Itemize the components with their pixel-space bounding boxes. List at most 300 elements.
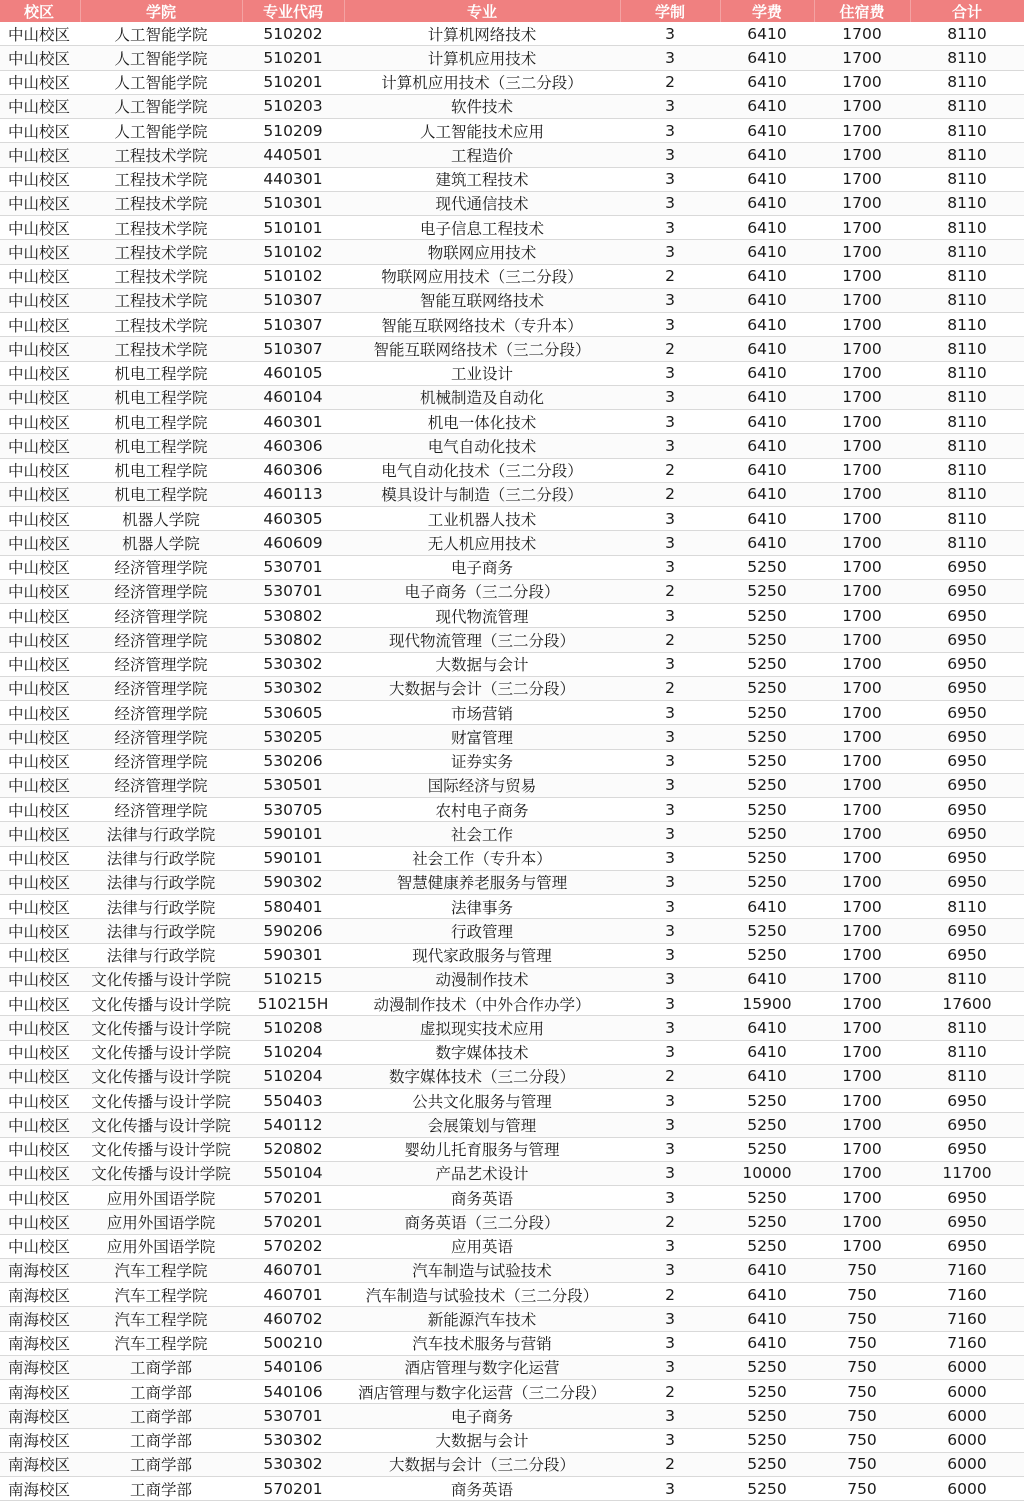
- cell-college: 机电工程学院: [80, 385, 242, 409]
- cell-total: 7160: [910, 1283, 1024, 1307]
- cell-major-code: 510102: [242, 240, 344, 264]
- cell-major-code: 530501: [242, 773, 344, 797]
- cell-campus: 中山校区: [0, 676, 80, 700]
- cell-tuition: 6410: [720, 94, 814, 118]
- cell-campus: 中山校区: [0, 579, 80, 603]
- cell-accommodation: 1700: [814, 434, 910, 458]
- cell-duration: 3: [620, 555, 720, 579]
- cell-accommodation: 750: [814, 1283, 910, 1307]
- cell-accommodation: 1700: [814, 361, 910, 385]
- cell-duration: 3: [620, 22, 720, 46]
- cell-total: 8110: [910, 313, 1024, 337]
- cell-total: 6950: [910, 1089, 1024, 1113]
- cell-campus: 中山校区: [0, 143, 80, 167]
- cell-total: 8110: [910, 240, 1024, 264]
- cell-major-code: 510208: [242, 1016, 344, 1040]
- cell-duration: 2: [620, 676, 720, 700]
- cell-major-code: 530302: [242, 676, 344, 700]
- cell-campus: 南海校区: [0, 1258, 80, 1282]
- cell-campus: 南海校区: [0, 1428, 80, 1452]
- table-row: [0, 1186, 1024, 1210]
- cell-total: 8110: [910, 119, 1024, 143]
- table-row: [0, 1113, 1024, 1137]
- cell-total: 8110: [910, 531, 1024, 555]
- table-row: [0, 337, 1024, 361]
- cell-accommodation: 750: [814, 1331, 910, 1355]
- cell-college: 工商学部: [80, 1452, 242, 1476]
- cell-campus: 中山校区: [0, 313, 80, 337]
- cell-duration: 3: [620, 216, 720, 240]
- cell-major: 产品艺术设计: [344, 1161, 620, 1185]
- cell-college: 法律与行政学院: [80, 895, 242, 919]
- cell-campus: 中山校区: [0, 1089, 80, 1113]
- cell-college: 工商学部: [80, 1428, 242, 1452]
- cell-tuition: 5250: [720, 555, 814, 579]
- header-tuition: 学费: [720, 0, 814, 22]
- cell-major: 虚拟现实技术应用: [344, 1016, 620, 1040]
- cell-accommodation: 750: [814, 1477, 910, 1501]
- cell-duration: 3: [620, 652, 720, 676]
- cell-major-code: 530302: [242, 1428, 344, 1452]
- cell-accommodation: 1700: [814, 1186, 910, 1210]
- table-row: [0, 846, 1024, 870]
- cell-major-code: 510215: [242, 967, 344, 991]
- cell-total: 8110: [910, 143, 1024, 167]
- cell-tuition: 6410: [720, 434, 814, 458]
- table-row: [0, 1355, 1024, 1379]
- cell-duration: 3: [620, 725, 720, 749]
- cell-campus: 中山校区: [0, 361, 80, 385]
- cell-duration: 3: [620, 1477, 720, 1501]
- cell-duration: 3: [620, 191, 720, 215]
- table-row: [0, 1380, 1024, 1404]
- cell-tuition: 6410: [720, 895, 814, 919]
- cell-campus: 中山校区: [0, 337, 80, 361]
- cell-total: 6950: [910, 579, 1024, 603]
- cell-tuition: 15900: [720, 992, 814, 1016]
- cell-duration: 3: [620, 410, 720, 434]
- cell-major: 商务英语（三二分段）: [344, 1210, 620, 1234]
- cell-accommodation: 1700: [814, 385, 910, 409]
- cell-accommodation: 1700: [814, 482, 910, 506]
- cell-college: 法律与行政学院: [80, 822, 242, 846]
- cell-tuition: 5250: [720, 846, 814, 870]
- cell-campus: 中山校区: [0, 919, 80, 943]
- cell-accommodation: 1700: [814, 1089, 910, 1113]
- cell-major: 物联网应用技术: [344, 240, 620, 264]
- cell-accommodation: 1700: [814, 1016, 910, 1040]
- cell-college: 文化传播与设计学院: [80, 1040, 242, 1064]
- cell-campus: 中山校区: [0, 1210, 80, 1234]
- cell-major-code: 590302: [242, 870, 344, 894]
- cell-major-code: 460701: [242, 1258, 344, 1282]
- cell-duration: 3: [620, 604, 720, 628]
- cell-major: 市场营销: [344, 701, 620, 725]
- cell-duration: 3: [620, 1307, 720, 1331]
- cell-duration: 3: [620, 1040, 720, 1064]
- cell-duration: 3: [620, 992, 720, 1016]
- cell-college: 经济管理学院: [80, 604, 242, 628]
- cell-duration: 2: [620, 482, 720, 506]
- cell-accommodation: 1700: [814, 798, 910, 822]
- cell-major-code: 440501: [242, 143, 344, 167]
- cell-tuition: 6410: [720, 143, 814, 167]
- cell-tuition: 5250: [720, 1452, 814, 1476]
- cell-tuition: 5250: [720, 919, 814, 943]
- cell-major: 智能互联网络技术（专升本）: [344, 313, 620, 337]
- cell-major-code: 460105: [242, 361, 344, 385]
- header-campus: 校区: [0, 0, 80, 22]
- cell-campus: 中山校区: [0, 604, 80, 628]
- cell-major-code: 510201: [242, 46, 344, 70]
- cell-duration: 3: [620, 895, 720, 919]
- cell-campus: 中山校区: [0, 482, 80, 506]
- cell-major-code: 460113: [242, 482, 344, 506]
- table-row: [0, 992, 1024, 1016]
- cell-campus: 中山校区: [0, 458, 80, 482]
- cell-college: 工程技术学院: [80, 240, 242, 264]
- cell-duration: 3: [620, 288, 720, 312]
- cell-major: 国际经济与贸易: [344, 773, 620, 797]
- table-row: [0, 240, 1024, 264]
- cell-duration: 3: [620, 313, 720, 337]
- table-header: [0, 0, 1024, 22]
- cell-duration: 3: [620, 143, 720, 167]
- cell-campus: 南海校区: [0, 1404, 80, 1428]
- cell-major: 现代通信技术: [344, 191, 620, 215]
- cell-duration: 3: [620, 846, 720, 870]
- cell-accommodation: 1700: [814, 458, 910, 482]
- table-row: [0, 1210, 1024, 1234]
- table-row: [0, 652, 1024, 676]
- cell-duration: 3: [620, 1355, 720, 1379]
- cell-total: 6950: [910, 798, 1024, 822]
- cell-college: 人工智能学院: [80, 46, 242, 70]
- cell-major-code: 460104: [242, 385, 344, 409]
- cell-tuition: 5250: [720, 652, 814, 676]
- table-row: [0, 579, 1024, 603]
- table-row: [0, 385, 1024, 409]
- cell-duration: 3: [620, 1331, 720, 1355]
- cell-major: 法律事务: [344, 895, 620, 919]
- cell-major-code: 510101: [242, 216, 344, 240]
- table-row: [0, 191, 1024, 215]
- cell-major: 社会工作: [344, 822, 620, 846]
- table-row: [0, 1089, 1024, 1113]
- cell-tuition: 5250: [720, 1380, 814, 1404]
- header-major: 专业: [344, 0, 620, 22]
- cell-major: 现代物流管理（三二分段）: [344, 628, 620, 652]
- cell-duration: 3: [620, 701, 720, 725]
- cell-college: 工商学部: [80, 1355, 242, 1379]
- table-row: [0, 361, 1024, 385]
- cell-major-code: 510307: [242, 313, 344, 337]
- cell-tuition: 5250: [720, 1477, 814, 1501]
- cell-campus: 中山校区: [0, 22, 80, 46]
- cell-campus: 中山校区: [0, 1064, 80, 1088]
- cell-accommodation: 1700: [814, 1234, 910, 1258]
- cell-major: 电气自动化技术（三二分段）: [344, 458, 620, 482]
- cell-tuition: 6410: [720, 1040, 814, 1064]
- cell-major: 动漫制作技术（中外合作办学）: [344, 992, 620, 1016]
- cell-campus: 中山校区: [0, 846, 80, 870]
- table-row: [0, 1137, 1024, 1161]
- cell-campus: 中山校区: [0, 701, 80, 725]
- cell-accommodation: 750: [814, 1355, 910, 1379]
- cell-college: 经济管理学院: [80, 652, 242, 676]
- table-row: [0, 1258, 1024, 1282]
- table-row: [0, 1040, 1024, 1064]
- cell-major: 汽车制造与试验技术: [344, 1258, 620, 1282]
- cell-total: 8110: [910, 507, 1024, 531]
- table-row: [0, 628, 1024, 652]
- cell-duration: 3: [620, 1113, 720, 1137]
- cell-campus: 中山校区: [0, 1113, 80, 1137]
- cell-total: 6950: [910, 919, 1024, 943]
- cell-accommodation: 750: [814, 1428, 910, 1452]
- cell-major-code: 570201: [242, 1210, 344, 1234]
- cell-campus: 中山校区: [0, 992, 80, 1016]
- cell-campus: 中山校区: [0, 749, 80, 773]
- cell-campus: 中山校区: [0, 119, 80, 143]
- cell-accommodation: 1700: [814, 1040, 910, 1064]
- cell-campus: 中山校区: [0, 652, 80, 676]
- cell-accommodation: 1700: [814, 167, 910, 191]
- cell-college: 汽车工程学院: [80, 1331, 242, 1355]
- cell-total: 11700: [910, 1161, 1024, 1185]
- cell-total: 6950: [910, 1234, 1024, 1258]
- cell-major-code: 530302: [242, 1452, 344, 1476]
- cell-accommodation: 1700: [814, 313, 910, 337]
- cell-major: 工程造价: [344, 143, 620, 167]
- table-row: [0, 1331, 1024, 1355]
- cell-duration: 3: [620, 1234, 720, 1258]
- cell-accommodation: 1700: [814, 579, 910, 603]
- cell-accommodation: 1700: [814, 337, 910, 361]
- table-row: [0, 531, 1024, 555]
- cell-duration: 2: [620, 628, 720, 652]
- cell-tuition: 5250: [720, 604, 814, 628]
- cell-campus: 南海校区: [0, 1331, 80, 1355]
- cell-accommodation: 750: [814, 1307, 910, 1331]
- cell-total: 6950: [910, 604, 1024, 628]
- table-row: [0, 410, 1024, 434]
- cell-tuition: 6410: [720, 458, 814, 482]
- cell-major: 数字媒体技术: [344, 1040, 620, 1064]
- cell-major: 大数据与会计（三二分段）: [344, 676, 620, 700]
- cell-major: 电子商务: [344, 1404, 620, 1428]
- cell-major-code: 510201: [242, 70, 344, 94]
- cell-campus: 中山校区: [0, 94, 80, 118]
- cell-duration: 2: [620, 1452, 720, 1476]
- table-row: [0, 604, 1024, 628]
- cell-accommodation: 1700: [814, 216, 910, 240]
- cell-tuition: 5250: [720, 628, 814, 652]
- cell-accommodation: 1700: [814, 749, 910, 773]
- cell-major: 机械制造及自动化: [344, 385, 620, 409]
- cell-campus: 中山校区: [0, 798, 80, 822]
- table-row: [0, 119, 1024, 143]
- cell-college: 应用外国语学院: [80, 1210, 242, 1234]
- cell-major: 现代物流管理: [344, 604, 620, 628]
- cell-college: 人工智能学院: [80, 119, 242, 143]
- cell-major-code: 550104: [242, 1161, 344, 1185]
- table-row: [0, 967, 1024, 991]
- table-body: [0, 22, 1024, 1501]
- cell-total: 6950: [910, 628, 1024, 652]
- cell-total: 6950: [910, 943, 1024, 967]
- cell-tuition: 6410: [720, 288, 814, 312]
- cell-college: 经济管理学院: [80, 798, 242, 822]
- cell-college: 法律与行政学院: [80, 919, 242, 943]
- cell-college: 工程技术学院: [80, 216, 242, 240]
- cell-college: 汽车工程学院: [80, 1258, 242, 1282]
- cell-major-code: 510202: [242, 22, 344, 46]
- table-row: [0, 143, 1024, 167]
- cell-campus: 中山校区: [0, 1016, 80, 1040]
- cell-major: 证券实务: [344, 749, 620, 773]
- cell-major: 物联网应用技术（三二分段）: [344, 264, 620, 288]
- cell-college: 经济管理学院: [80, 725, 242, 749]
- table-row: [0, 313, 1024, 337]
- cell-college: 文化传播与设计学院: [80, 1089, 242, 1113]
- cell-tuition: 5250: [720, 1234, 814, 1258]
- cell-duration: 3: [620, 507, 720, 531]
- cell-college: 应用外国语学院: [80, 1186, 242, 1210]
- cell-major: 人工智能技术应用: [344, 119, 620, 143]
- cell-accommodation: 1700: [814, 288, 910, 312]
- cell-total: 6000: [910, 1355, 1024, 1379]
- table-row: [0, 798, 1024, 822]
- header-duration: 学制: [620, 0, 720, 22]
- cell-tuition: 5250: [720, 943, 814, 967]
- header-total: 合计: [910, 0, 1024, 22]
- cell-major-code: 530205: [242, 725, 344, 749]
- cell-tuition: 6410: [720, 191, 814, 215]
- cell-duration: 3: [620, 531, 720, 555]
- cell-major-code: 540106: [242, 1355, 344, 1379]
- cell-total: 8110: [910, 1064, 1024, 1088]
- cell-major-code: 510209: [242, 119, 344, 143]
- cell-major: 电子信息工程技术: [344, 216, 620, 240]
- cell-major: 计算机网络技术: [344, 22, 620, 46]
- cell-total: 8110: [910, 967, 1024, 991]
- cell-campus: 中山校区: [0, 1137, 80, 1161]
- cell-accommodation: 1700: [814, 725, 910, 749]
- table-row: [0, 507, 1024, 531]
- cell-tuition: 5250: [720, 1186, 814, 1210]
- cell-tuition: 5250: [720, 1428, 814, 1452]
- cell-campus: 中山校区: [0, 967, 80, 991]
- cell-accommodation: 1700: [814, 1113, 910, 1137]
- cell-college: 汽车工程学院: [80, 1307, 242, 1331]
- cell-major-code: 540112: [242, 1113, 344, 1137]
- cell-major: 酒店管理与数字化运营（三二分段）: [344, 1380, 620, 1404]
- cell-accommodation: 750: [814, 1452, 910, 1476]
- cell-tuition: 10000: [720, 1161, 814, 1185]
- cell-total: 6950: [910, 652, 1024, 676]
- cell-campus: 中山校区: [0, 822, 80, 846]
- cell-major-code: 510307: [242, 337, 344, 361]
- cell-accommodation: 1700: [814, 701, 910, 725]
- cell-accommodation: 1700: [814, 555, 910, 579]
- cell-accommodation: 750: [814, 1258, 910, 1282]
- cell-tuition: 5250: [720, 1113, 814, 1137]
- cell-tuition: 6410: [720, 1258, 814, 1282]
- cell-major: 汽车技术服务与营销: [344, 1331, 620, 1355]
- cell-duration: 3: [620, 119, 720, 143]
- cell-accommodation: 1700: [814, 94, 910, 118]
- cell-major: 汽车制造与试验技术（三二分段）: [344, 1283, 620, 1307]
- cell-tuition: 5250: [720, 1210, 814, 1234]
- cell-campus: 中山校区: [0, 1234, 80, 1258]
- cell-college: 应用外国语学院: [80, 1234, 242, 1258]
- table-row: [0, 870, 1024, 894]
- cell-accommodation: 1700: [814, 531, 910, 555]
- cell-tuition: 5250: [720, 1137, 814, 1161]
- cell-major: 现代家政服务与管理: [344, 943, 620, 967]
- cell-total: 6000: [910, 1380, 1024, 1404]
- cell-campus: 中山校区: [0, 943, 80, 967]
- cell-duration: 3: [620, 46, 720, 70]
- cell-campus: 南海校区: [0, 1355, 80, 1379]
- cell-major: 应用英语: [344, 1234, 620, 1258]
- table-row: [0, 1404, 1024, 1428]
- cell-tuition: 5250: [720, 749, 814, 773]
- cell-duration: 2: [620, 1210, 720, 1234]
- cell-college: 工商学部: [80, 1477, 242, 1501]
- cell-total: 8110: [910, 22, 1024, 46]
- cell-major-code: 510301: [242, 191, 344, 215]
- cell-major: 机电一体化技术: [344, 410, 620, 434]
- cell-duration: 2: [620, 1380, 720, 1404]
- cell-total: 6000: [910, 1404, 1024, 1428]
- cell-college: 文化传播与设计学院: [80, 1113, 242, 1137]
- table-row: [0, 749, 1024, 773]
- table-row: [0, 1283, 1024, 1307]
- cell-college: 工程技术学院: [80, 191, 242, 215]
- cell-total: 7160: [910, 1307, 1024, 1331]
- cell-major-code: 590206: [242, 919, 344, 943]
- cell-tuition: 6410: [720, 967, 814, 991]
- cell-major-code: 510307: [242, 288, 344, 312]
- cell-major-code: 500210: [242, 1331, 344, 1355]
- cell-campus: 中山校区: [0, 264, 80, 288]
- cell-major: 社会工作（专升本）: [344, 846, 620, 870]
- cell-tuition: 6410: [720, 216, 814, 240]
- cell-major: 电子商务: [344, 555, 620, 579]
- cell-college: 工程技术学院: [80, 313, 242, 337]
- cell-major: 商务英语: [344, 1186, 620, 1210]
- table-row: [0, 46, 1024, 70]
- cell-major: 婴幼儿托育服务与管理: [344, 1137, 620, 1161]
- table-row: [0, 167, 1024, 191]
- header-accommodation: 住宿费: [814, 0, 910, 22]
- cell-campus: 中山校区: [0, 240, 80, 264]
- cell-total: 6950: [910, 773, 1024, 797]
- cell-campus: 南海校区: [0, 1380, 80, 1404]
- cell-accommodation: 1700: [814, 46, 910, 70]
- cell-accommodation: 1700: [814, 628, 910, 652]
- cell-duration: 3: [620, 1428, 720, 1452]
- cell-major: 计算机应用技术（三二分段）: [344, 70, 620, 94]
- cell-college: 机电工程学院: [80, 482, 242, 506]
- cell-major-code: 590301: [242, 943, 344, 967]
- cell-major: 无人机应用技术: [344, 531, 620, 555]
- cell-college: 文化传播与设计学院: [80, 1161, 242, 1185]
- cell-major-code: 460609: [242, 531, 344, 555]
- cell-college: 法律与行政学院: [80, 870, 242, 894]
